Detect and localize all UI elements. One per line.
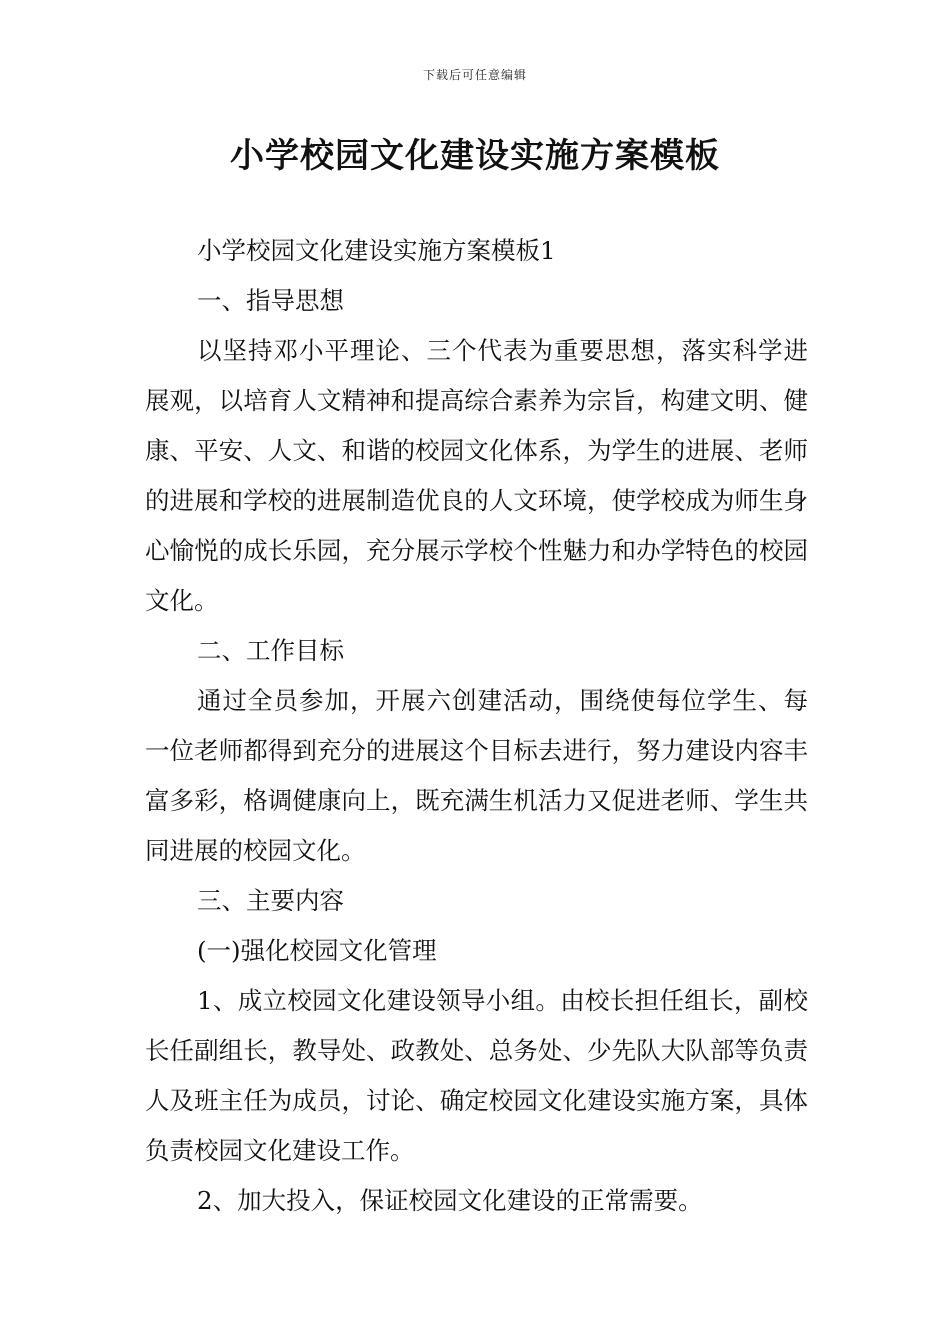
body-paragraph: 2、加大投入，保证校园文化建设的正常需要。 [197, 1186, 703, 1215]
section-heading-work-goals: 二、工作目标 [197, 636, 344, 665]
body-paragraph: 1、成立校园文化建设领导小组。由校长担任组长，副校长任副组长，教导处、政教处、总务处、少先队大队部等负责人及班主任为成员，讨论、确定校园文化建设实施方案，具体负责校园文化建设工作。 [145, 986, 808, 1165]
subsection-heading: (一)强化校园文化管理 [197, 936, 437, 965]
section-heading-guiding-ideology: 一、指导思想 [197, 286, 344, 315]
subtitle-paragraph: 小学校园文化建设实施方案模板1 [197, 236, 556, 265]
header-note: 下载后可任意编辑 [422, 68, 527, 82]
section-heading-main-content: 三、主要内容 [197, 886, 344, 915]
body-paragraph: 通过全员参加，开展六创建活动，围绕使每位学生、每一位老师都得到充分的进展这个目标去进行，努力建设内容丰富多彩，格调健康向上，既充满生机活力又促进老师、学生共同进展的校园文化。 [145, 686, 808, 865]
document-title: 小学校园文化建设实施方案模板 [230, 136, 720, 176]
body-paragraph: 以坚持邓小平理论、三个代表为重要思想，落实科学进展观，以培育人文精神和提高综合素养为宗旨，构建文明、健康、平安、人文、和谐的校园文化体系，为学生的进展、老师的进展和学校的进展制造优良的人文环境，使学校成为师生身心愉悦的成长乐园，充分展示学校个性魅力和办学特色的校园文化。 [145, 336, 808, 615]
document-body [145, 226, 808, 1226]
